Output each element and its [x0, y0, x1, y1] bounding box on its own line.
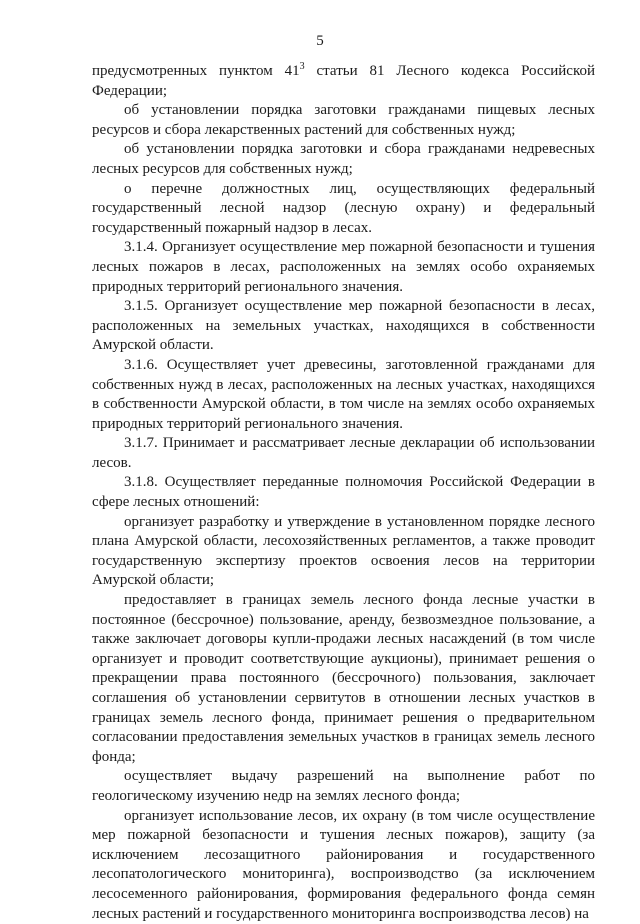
paragraph-3-1-4: 3.1.4. Организует осуществление мер пожарной безопасности и тушения лесных пожаров в лесах, расположенных на землях особо охраняемых природных территорий регионального значения. [92, 239, 595, 295]
page-number: 5 [316, 33, 324, 49]
paragraph: о перечне должностных лиц, осуществляющих федеральный государственный лесной надзор (лесную охрану) и федеральный государственный пожарный надзор в лесах. [92, 180, 595, 236]
paragraph: об установлении порядка заготовки гражданами пищевых лесных ресурсов и сбора лекарственных растений для собственных нужд; [92, 102, 595, 138]
paragraph: организует использование лесов, их охрану (в том числе осуществление мер пожарной безопасности и тушения лесных пожаров), защиту (за исключением лесозащитного районирования и государственного лесопатологического мониторинга), воспроизводство (за исключением лесосеменного районирования, формирования федерального фонда семян лесных растений и государственного мониторинга воспроизводства лесов) на [92, 807, 595, 922]
paragraph: об установлении порядка заготовки и сбора гражданами недревесных лесных ресурсов для собственных нужд; [92, 141, 595, 177]
superscript: 3 [299, 61, 305, 72]
body-text [92, 62, 595, 924]
paragraph-3-1-7: 3.1.7. Принимает и рассматривает лесные декларации об использовании лесов. [92, 435, 595, 471]
paragraph-text: предусмотренных пунктом 41 [92, 63, 300, 79]
paragraph-3-1-5: 3.1.5. Организует осуществление мер пожарной безопасности в лесах, расположенных на земельных участках, находящихся в собственности Амурской области. [92, 298, 595, 354]
paragraph: предоставляет в границах земель лесного фонда лесные участки в постоянное (бессрочное) пользование, аренду, безвозмездное пользование, а также заключает договоры купли-продажи лесных насаждений (в том числе организует и проводит соответствующие аукционы), принимает решения о прекращении права постоянного (бессрочного) пользования, заключает соглашения об установлении сервитутов в отношении лесных участков в границах земель лесного фонда, принимает решения о предварительном согласовании предоставления земельных участков в границах земель лесного фонда; [92, 592, 595, 765]
paragraph-3-1-6: 3.1.6. Осуществляет учет древесины, заготовленной гражданами для собственных нужд в лесах, расположенных на лесных участках, находящихся в собственности Амурской области, в том числе на землях особо охраняемых природных территорий регионального значения. [92, 356, 595, 432]
paragraph: организует разработку и утверждение в установленном порядке лесного плана Амурской области, лесохозяйственных регламентов, а также проводит государственную экспертизу проектов освоения лесов на территории Амурской области; [92, 513, 595, 589]
paragraph-text: статьи 81 Лесного кодекса Российской Федерации; [92, 63, 596, 99]
paragraph-continuation [92, 62, 595, 101]
paragraph-3-1-8: 3.1.8. Осуществляет переданные полномочия Российской Федерации в сфере лесных отношений: [92, 474, 595, 511]
paragraph: осуществляет выдачу разрешений на выполнение работ по геологическому изучению недр на землях лесного фонда; [92, 768, 595, 804]
